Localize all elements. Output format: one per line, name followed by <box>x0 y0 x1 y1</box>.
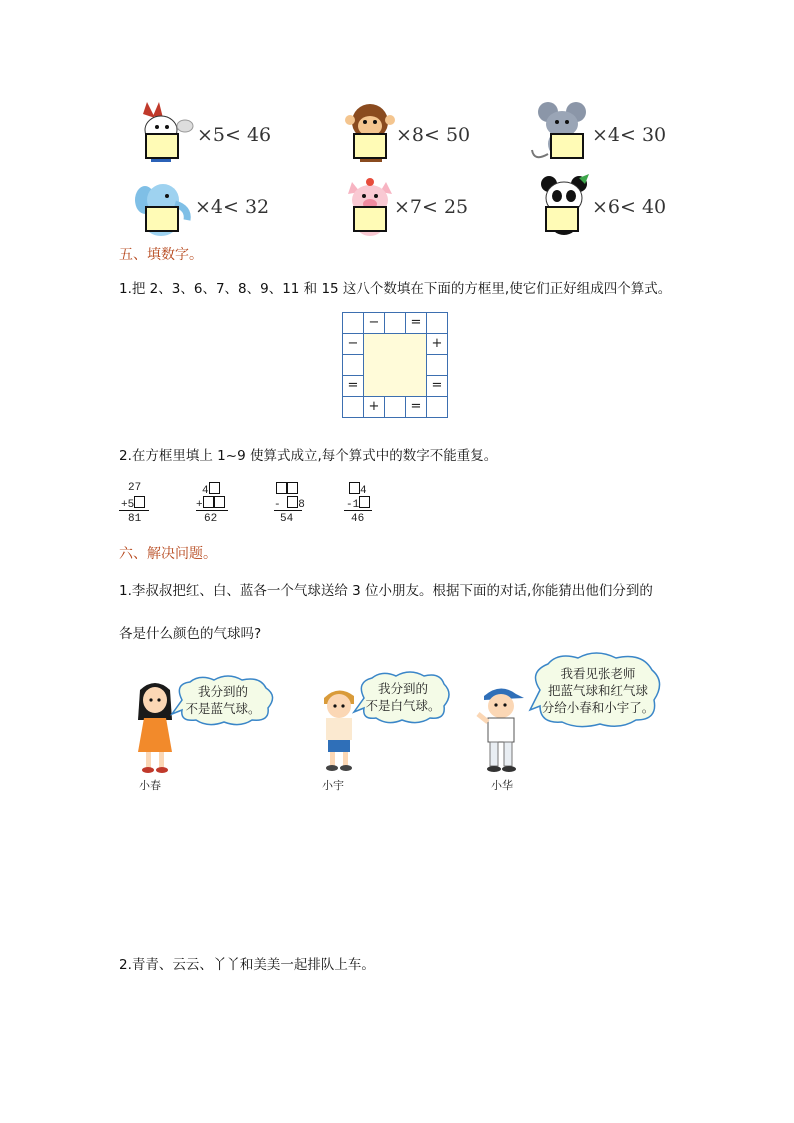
inequality-expression: ×6< 40 <box>592 196 667 218</box>
grid-cell[interactable] <box>385 313 406 334</box>
speech-text: 我分到的 不是蓝气球。 <box>185 684 261 716</box>
digit-box[interactable] <box>287 496 298 508</box>
section6-question-2: 2.青青、云云、丫丫和美美一起排队上车。 <box>119 957 375 973</box>
number-grid <box>342 312 448 418</box>
problem-result: 54 <box>280 513 294 525</box>
inequality-expression: ×4< 32 <box>195 196 270 218</box>
answer-box[interactable] <box>353 206 387 232</box>
grid-cell[interactable] <box>427 313 448 334</box>
problem-top <box>349 482 367 497</box>
section5-question-2: 2.在方框里填上 1~9 使算式成立,每个算式中的数字不能重复。 <box>119 448 498 464</box>
problem-top-digit: 4 <box>360 485 367 497</box>
problem-operator: -1 <box>346 499 360 511</box>
kid-name: 小华 <box>491 779 513 792</box>
inequality-expression: ×8< 50 <box>396 124 471 146</box>
kid-name: 小春 <box>139 779 161 792</box>
problem-top <box>276 482 298 497</box>
grid-cell[interactable] <box>385 397 406 418</box>
problem-op <box>121 496 145 511</box>
section5-question-1: 1.把 2、3、6、7、8、9、11 和 15 这八个数填在下面的方框里,使它们正好组成四个算式。 <box>119 281 672 297</box>
digit-box[interactable] <box>214 496 225 508</box>
answer-box[interactable] <box>545 206 579 232</box>
grid-cell[interactable] <box>343 397 364 418</box>
digit-box[interactable] <box>209 482 220 494</box>
boy-xiaohua-icon <box>474 680 530 776</box>
grid-operator: + <box>427 334 448 355</box>
problem-top <box>202 482 220 497</box>
problem-op <box>346 496 370 511</box>
grid-operator: = <box>427 376 448 397</box>
section6-heading: 六、解决问题。 <box>119 546 217 562</box>
grid-operator: + <box>364 397 385 418</box>
digit-box[interactable] <box>287 482 298 494</box>
grid-operator: = <box>343 376 364 397</box>
grid-cell[interactable] <box>427 397 448 418</box>
digit-box[interactable] <box>203 496 214 508</box>
problem-result: 46 <box>351 513 365 525</box>
section5-heading: 五、填数字。 <box>119 247 203 263</box>
digit-box[interactable] <box>359 496 370 508</box>
grid-operator: − <box>343 334 364 355</box>
inequality-expression: ×4< 30 <box>592 124 667 146</box>
problem-operator: + <box>196 499 203 511</box>
answer-box[interactable] <box>145 206 179 232</box>
digit-box[interactable] <box>276 482 287 494</box>
grid-cell[interactable] <box>343 313 364 334</box>
section6-question-1-line1: 1.李叔叔把红、白、蓝各一个气球送给 3 位小朋友。根据下面的对话,你能猜出他们分到的 <box>119 583 653 599</box>
answer-box[interactable] <box>145 133 179 159</box>
grid-cell[interactable] <box>427 355 448 376</box>
speech-text: 我看见张老师 把蓝气球和红气球 分给小春和小宇了。 <box>541 666 655 715</box>
problem-result: 62 <box>204 513 218 525</box>
answer-box[interactable] <box>353 133 387 159</box>
grid-cell[interactable] <box>343 355 364 376</box>
answer-box[interactable] <box>550 133 584 159</box>
problem-top: 27 <box>128 482 142 494</box>
grid-operator: = <box>406 397 427 418</box>
grid-operator: − <box>364 313 385 334</box>
problem-top-digit: 4 <box>202 485 209 497</box>
problem-operator: +5 <box>121 499 135 511</box>
kid-name: 小宇 <box>322 779 344 792</box>
digit-box[interactable] <box>134 496 145 508</box>
inequality-expression: ×7< 25 <box>394 196 469 218</box>
problem-result: 81 <box>128 513 142 525</box>
speech-text: 我分到的 不是白气球。 <box>365 681 441 713</box>
digit-box[interactable] <box>349 482 360 494</box>
section6-question-1-line2: 各是什么颜色的气球吗? <box>119 626 262 642</box>
problem-op <box>196 496 225 511</box>
grid-center <box>364 334 427 397</box>
grid-operator: = <box>406 313 427 334</box>
problem-op: - 8 <box>274 496 305 511</box>
inequality-expression: ×5< 46 <box>197 124 272 146</box>
